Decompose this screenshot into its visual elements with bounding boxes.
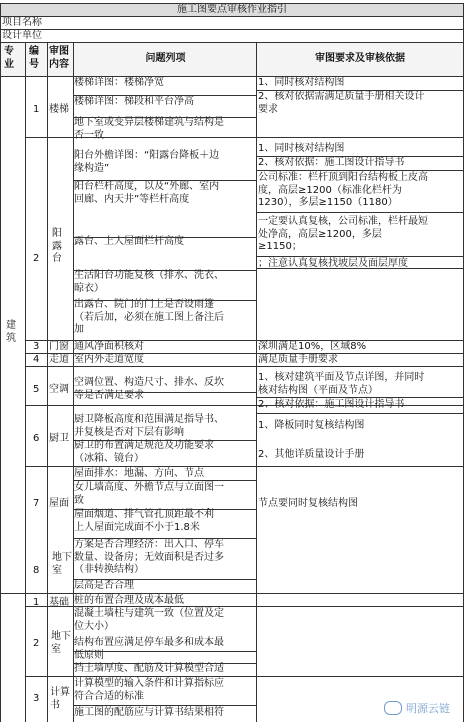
grid-line <box>73 270 256 271</box>
group-content-stairs: 楼梯 <box>49 104 69 115</box>
grid-line <box>25 676 464 677</box>
project-name-label: 项目名称 <box>2 17 42 28</box>
grid-line <box>73 95 256 96</box>
grid-line <box>25 340 464 341</box>
group-number: 6 <box>33 433 40 444</box>
group-number: 2 <box>33 638 40 649</box>
issue-item: 厨卫降板高度和范围满足指导书、 并复核是否对下层有影响 <box>74 414 224 438</box>
issue-item: 阳台外檐详图：“阳露台降板＋边 缘构造” <box>74 150 220 174</box>
watermark <box>384 700 450 716</box>
group-content-roof: 屋面 <box>49 498 69 509</box>
group-number: 2 <box>33 253 40 264</box>
grid-line <box>47 42 48 722</box>
requirement-item: 公司标准：栏杆顶到阳台结构板上皮高 度，高层≥1200（标准化栏杆为 1230），多层≥1150（1180） <box>258 172 428 208</box>
grid-line <box>0 29 464 30</box>
group-content-balcony: 阳 露 台 <box>52 228 62 264</box>
group-content-basement: 地下 室 <box>52 552 72 576</box>
header-major: 专 业 <box>4 46 14 70</box>
grid-line <box>256 170 464 171</box>
grid-line <box>73 651 256 652</box>
grid-line <box>256 268 464 269</box>
group-number: 4 <box>33 354 40 365</box>
group-content-corridor: 走道 <box>49 354 69 365</box>
group-number: 8 <box>33 565 40 576</box>
group-content-ac: 空调 <box>49 384 69 395</box>
issue-item: 楼梯详图：梯段和平台净高 <box>74 96 194 107</box>
issue-item: 地下室或变异层楼梯建筑与结构是 否一致 <box>74 117 224 141</box>
requirement-item: 深圳满足10%，区域8% <box>258 341 367 352</box>
grid-line <box>0 593 464 594</box>
issue-item: 层高是否合理 <box>74 580 134 591</box>
grid-line <box>256 413 464 414</box>
grid-line <box>25 606 464 607</box>
issue-item: 女儿墙高度、外檐节点与立面图一 致 <box>74 482 224 506</box>
grid-line <box>73 480 256 481</box>
issue-item: 出露台、院门的门上是否设雨篷 （若后加，必须在施工图上备注后 加 <box>74 299 224 335</box>
document-title: 施工图要点审核作业指引 <box>177 4 287 15</box>
header-content: 审图 内容 <box>49 46 69 70</box>
grid-line <box>256 256 464 257</box>
grid-line <box>256 90 464 91</box>
issue-item: 厨卫的布置满足规范及功能要求 （冰箱、镜台） <box>74 440 214 464</box>
grid-line <box>256 156 464 157</box>
grid-line <box>25 137 464 138</box>
grid-line <box>73 663 256 664</box>
issue-item: 楼梯详图：楼梯净宽 <box>74 77 164 88</box>
grid-line <box>73 237 256 238</box>
grid-line <box>256 397 464 398</box>
grid-line <box>256 42 257 722</box>
grid-line <box>0 3 1 722</box>
issue-item: 挡土墙厚度、配筋及计算模型合适 <box>74 663 224 674</box>
issue-item: 通风净面积核对 <box>74 341 144 352</box>
header-issues: 问题列项 <box>145 53 186 64</box>
requirement-item: 2、核对依据需满足质量手册相关设计 要求 <box>258 91 425 115</box>
requirement-item: 2、核对依据：施工图设计指导书 <box>258 399 405 410</box>
grid-line <box>25 353 464 354</box>
group-content-kitchen-bath: 厨卫 <box>49 433 69 444</box>
requirement-item: 满足质量手册要求 <box>258 354 338 365</box>
grid-line <box>73 300 256 301</box>
issue-item: 室内外走道宽度 <box>74 354 144 365</box>
requirement-item: 2、核对依据：施工图设计指导书 <box>258 157 405 168</box>
grid-line <box>73 705 256 706</box>
issue-item: 屋面排水：地漏、方向、节点 <box>74 468 204 479</box>
header-requirements: 审图要求及审核依据 <box>315 53 405 64</box>
group-content-calculation-book: 计算 书 <box>50 687 70 711</box>
major-architecture: 建 筑 <box>6 320 16 344</box>
grid-line <box>25 405 464 406</box>
header-number: 编 号 <box>29 46 39 70</box>
cloud-logo-icon <box>384 701 402 715</box>
group-number: 5 <box>33 384 40 395</box>
group-number: 1 <box>33 104 40 115</box>
group-number: 7 <box>33 498 40 509</box>
grid-line <box>0 42 464 43</box>
issue-item: 结构布置应满足停车最多和成本最 低原则 <box>74 637 224 661</box>
issue-item: 屋面烟道、排气管孔顶距最不利 上人屋面完成面不小于1.8米 <box>74 509 214 533</box>
grid-line <box>25 466 464 467</box>
grid-line <box>73 180 256 181</box>
requirement-item: 节点要同时复核结构图 <box>258 498 358 509</box>
issue-item: 计算模型的输入条件和计算指标应 符合合适的标准 <box>74 678 224 702</box>
grid-line <box>0 3 464 4</box>
grid-line <box>73 392 256 393</box>
requirement-item: 1、同时核对结构图 <box>258 77 345 88</box>
group-content-basement-structure: 地下 室 <box>51 631 71 655</box>
grid-line <box>73 440 256 441</box>
issue-item: 施工图的配筋应与计算书结果相符 <box>74 707 224 718</box>
requirement-item: 1、降板同时复核结构图 <box>258 420 365 431</box>
requirement-item: 1、核对建筑平面及节点详图，并同时 核对结构图（平面及节点） <box>258 372 425 396</box>
group-number: 3 <box>33 693 40 704</box>
grid-line <box>256 212 464 213</box>
grid-line <box>73 117 256 118</box>
grid-line <box>73 538 256 539</box>
issue-item: 露台、上人屋面栏杆高度 <box>74 236 184 247</box>
issue-item: 混凝土墙柱与建筑一致（位置及定 位大小） <box>74 608 224 632</box>
grid-line <box>25 42 26 722</box>
grid-line <box>0 16 464 17</box>
group-number: 3 <box>33 341 40 352</box>
issue-item: 阳台栏杆高度，以及“外廊、室内 回廊、内天井”等栏杆高度 <box>74 181 220 205</box>
issue-item: 生活阳台功能复核（排水、洗衣、 晾衣） <box>74 270 224 294</box>
issue-item: 方案是否合理经济：出入口、停车 数量、设备房；无效面积是否过多 （非转换结构） <box>74 539 224 575</box>
requirement-item: 2、其他详质量设计手册 <box>258 449 365 460</box>
grid-line <box>73 42 74 722</box>
issue-item: 空调位置、构造尺寸、排水、反坎 等是否满足要求 <box>74 377 224 401</box>
requirement-item: 1、同时核对结构图 <box>258 143 345 154</box>
group-number: 1 <box>33 597 40 608</box>
requirement-item: ；注意认真复核找坡层及面层厚度 <box>258 258 408 269</box>
grid-line <box>73 579 256 580</box>
group-content-doors-windows: 门窗 <box>49 341 69 352</box>
issue-item: 桩的布置合理及成本最低 <box>74 595 184 606</box>
design-unit-label: 设计单位 <box>2 30 42 41</box>
grid-line <box>0 76 464 77</box>
requirement-item: 一定要认真复核，公司标准，栏杆最短 处净高，高层≥1200，多层 ≥1150； <box>258 216 428 252</box>
grid-line <box>73 509 256 510</box>
grid-line <box>25 366 464 367</box>
group-content-foundation: 基础 <box>49 597 69 608</box>
watermark-text: 明源云链 <box>406 702 450 715</box>
